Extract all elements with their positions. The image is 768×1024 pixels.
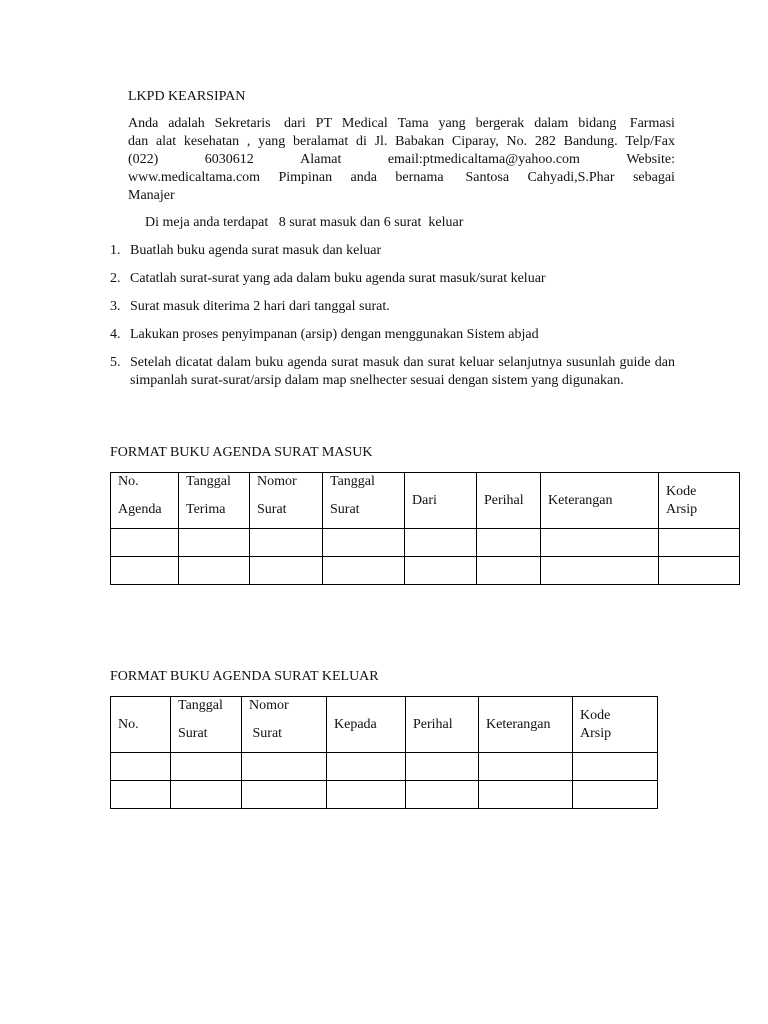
table-cell[interactable] [327,781,406,809]
column-header [242,697,327,753]
table-cell[interactable] [406,781,479,809]
masuk-table [110,472,740,585]
table-row [111,529,740,557]
intro-word: kesehatan [183,134,240,149]
table-cell[interactable] [659,529,740,557]
column-header-label: Dari [412,492,437,508]
table-row [111,557,740,585]
table-cell[interactable] [179,529,250,557]
column-header-label: Kepada [334,716,377,732]
intro-word: , [246,134,251,149]
list-item [110,270,675,288]
column-header-line-1: Nomor [257,474,297,489]
intro-word: beralamat [293,134,349,149]
masuk-header-row [111,473,740,529]
column-header-line-1: Tanggal [178,698,223,713]
intro-line [128,115,675,133]
intro-word: PT [315,116,333,131]
column-header-line-2: Surat [249,726,283,741]
table-cell[interactable] [405,529,477,557]
keluar-section-title: FORMAT BUKU AGENDA SURAT KELUAR [110,669,379,684]
intro-word: Bandung. [563,134,618,149]
list-item-number: 1. [110,243,121,258]
column-header-line-1: Tanggal [186,474,231,489]
intro-word: sebagai [632,170,675,185]
task-list [110,242,675,400]
column-header-label: Kode Arsip [580,707,612,741]
column-header-label: Kode Arsip [666,483,698,517]
intro-line [128,169,675,187]
table-cell[interactable] [250,529,323,557]
intro-word: www.medicaltama.com [128,170,261,185]
column-header-line-2: Surat [330,502,360,517]
intro-paragraph [128,115,675,205]
table-cell[interactable] [477,529,541,557]
table-cell[interactable] [179,557,250,585]
table-cell[interactable] [250,557,323,585]
column-header-line-2: Agenda [118,502,162,517]
column-header [479,697,573,753]
intro-word: Medical [341,116,388,131]
intro-word: Tama [397,116,429,131]
intro-word: Cahyadi,S.Phar [527,170,615,185]
intro-word: Pimpinan [278,170,333,185]
list-item-number: 2. [110,271,121,286]
column-header [477,473,541,529]
intro-line [128,133,675,151]
list-item [110,354,675,390]
list-item [110,326,675,344]
column-header-line-1: Nomor [249,698,289,713]
intro-word: Website: [626,152,675,167]
table-cell[interactable] [242,753,327,781]
column-header [327,697,406,753]
list-item [110,242,675,260]
intro-word: email:ptmedicaltama@yahoo.com [387,152,580,167]
column-header-label: Perihal [413,716,453,732]
intro-word: Ciparay, [451,134,499,149]
intro-word: alat [155,134,177,149]
table-cell[interactable] [242,781,327,809]
intro-word: dalam [534,116,569,131]
table-cell[interactable] [111,557,179,585]
column-header [405,473,477,529]
intro-word: bergerak [475,116,525,131]
table-cell[interactable] [111,753,171,781]
column-header-label: Keterangan [486,716,551,732]
table-cell[interactable] [541,529,659,557]
intro-word: Alamat [300,152,342,167]
table-cell[interactable] [659,557,740,585]
intro-word: No. [506,134,528,149]
intro-word: Sekretaris [214,116,271,131]
intro-word: yang [438,116,466,131]
list-item-number: 4. [110,327,121,342]
list-item-number: 3. [110,299,121,314]
table-cell[interactable] [111,781,171,809]
table-cell[interactable] [573,753,658,781]
intro-word: Telp/Fax [625,134,675,149]
intro-word: Farmasi [626,116,675,131]
column-header-label: Perihal [484,492,524,508]
intro-word: dari [280,116,306,131]
intro-word: Manajer [128,188,175,203]
table-cell[interactable] [171,781,242,809]
column-header [171,697,242,753]
column-header [111,697,171,753]
list-item-text: Catatlah surat-surat yang ada dalam buku agenda surat masuk/surat keluar [130,271,546,286]
masuk-section-title: FORMAT BUKU AGENDA SURAT MASUK [110,445,373,460]
column-header-label: Keterangan [548,492,613,508]
intro-word: bidang [578,116,617,131]
table-cell[interactable] [405,557,477,585]
table-cell[interactable] [171,753,242,781]
column-header-line-1: No. [118,474,139,489]
column-header [406,697,479,753]
desk-line: Di meja anda terdapat 8 surat masuk dan 6 surat keluar [145,215,464,230]
intro-word: anda [350,170,377,185]
table-row [111,781,658,809]
table-cell[interactable] [111,529,179,557]
intro-word: Santosa [461,170,510,185]
column-header-line-2: Surat [257,502,287,517]
intro-word: di [355,134,367,149]
intro-word: Anda [128,116,159,131]
column-header-line-2: Terima [186,502,226,517]
intro-word: (022) [128,152,159,167]
column-header-label: No. [118,716,139,732]
table-cell[interactable] [327,753,406,781]
intro-line [128,151,675,169]
intro-line [128,187,675,205]
column-header [323,473,405,529]
column-header [659,473,740,529]
intro-word: Jl. [374,134,388,149]
column-header [541,473,659,529]
intro-word: dan [128,134,149,149]
keluar-table [110,696,658,809]
table-cell[interactable] [573,781,658,809]
table-cell[interactable] [541,557,659,585]
column-header-line-2: Surat [178,726,208,741]
table-cell[interactable] [323,529,405,557]
document-title: LKPD KEARSIPAN [128,89,246,104]
keluar-header-row [111,697,658,753]
column-header [111,473,179,529]
intro-word: yang [258,134,286,149]
table-cell[interactable] [479,753,573,781]
intro-word: adalah [168,116,205,131]
column-header [250,473,323,529]
column-header-line-1: Tanggal [330,474,375,489]
column-header [179,473,250,529]
table-cell[interactable] [406,753,479,781]
list-item-number: 5. [110,355,121,370]
list-item-text: Buatlah buku agenda surat masuk dan keluar [130,243,382,258]
table-row [111,753,658,781]
table-cell[interactable] [323,557,405,585]
table-cell[interactable] [479,781,573,809]
list-item [110,298,675,316]
list-item-text: Surat masuk diterima 2 hari dari tanggal surat. [130,299,390,314]
list-item-text: Setelah dicatat dalam buku agenda surat masuk dan surat keluar selanjutnya susunlah guide dan simpanlah surat-surat/arsip dalam map snelhecter sesuai dengan sistem yang digunakan. [130,355,675,388]
intro-word: bernama [395,170,444,185]
intro-word: 6030612 [204,152,254,167]
table-cell[interactable] [477,557,541,585]
intro-word: Babakan [395,134,445,149]
list-item-text: Lakukan proses penyimpanan (arsip) dengan menggunakan Sistem abjad [130,327,539,342]
column-header [573,697,658,753]
intro-word: 282 [534,134,556,149]
